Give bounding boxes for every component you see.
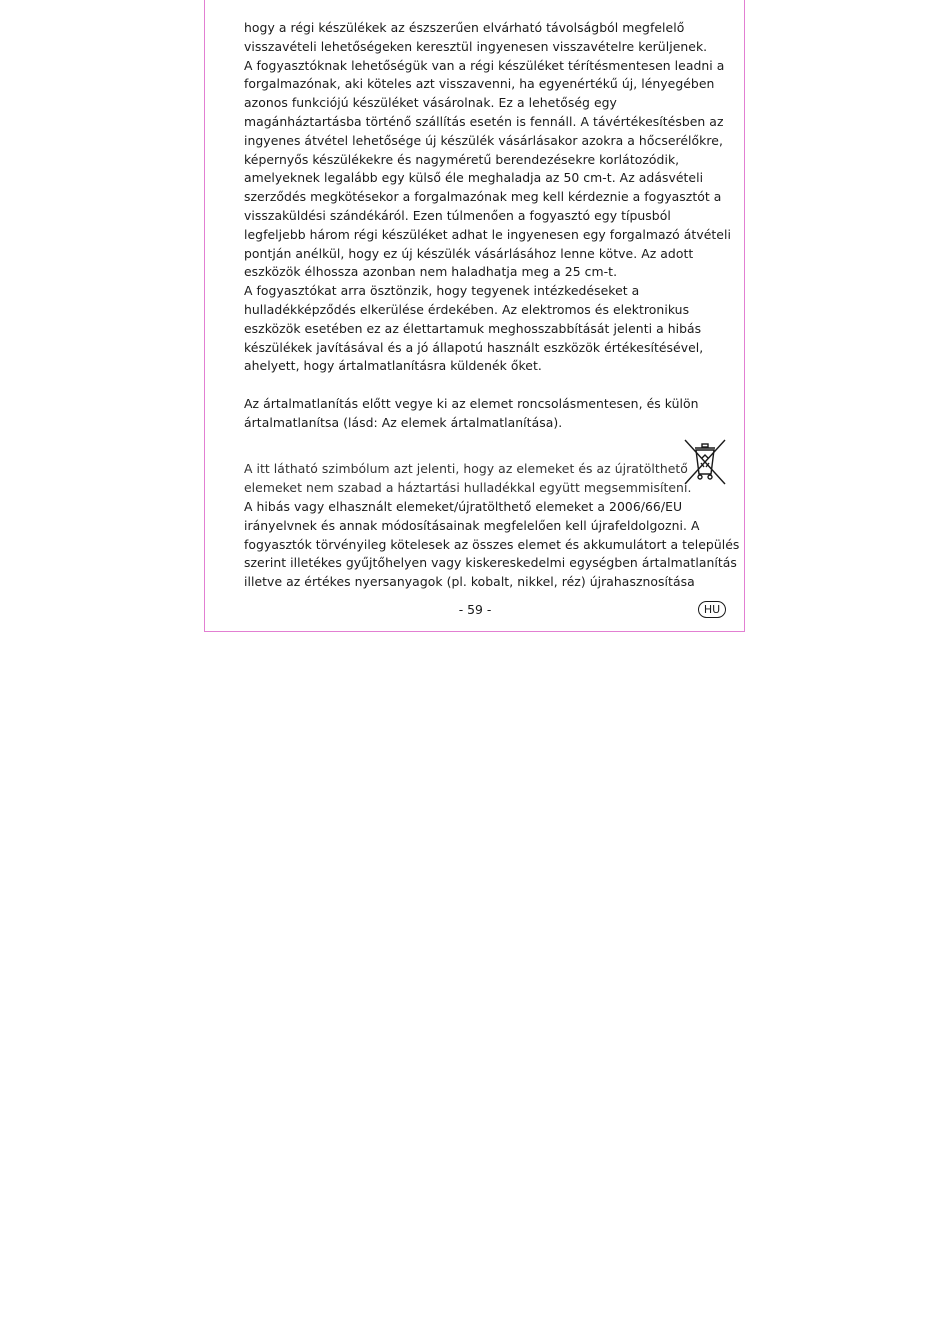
text-line: ahelyett, hogy ártalmatlanításra küldenék őket. <box>244 358 542 374</box>
paragraph-waste-prevention <box>244 282 728 376</box>
text-line: ártalmatlanítsa (lásd: Az elemek ártalmatlanítása). <box>244 414 563 430</box>
text-line: A itt látható szimbólum azt jelenti, hogy az elemeket és az újratölthető <box>244 461 688 477</box>
text-line: A hibás vagy elhasznált elemeket/újratölthető elemeket a 2006/66/EU <box>244 498 683 514</box>
text-line: magánháztartásba történő szállítás esetén is fennáll. A távértékesítésben az <box>244 113 724 129</box>
paragraph-consumer-rights <box>244 57 731 283</box>
page-number: - 59 - <box>458 602 492 617</box>
paragraph-take-back <box>244 19 728 57</box>
text-line: készülékek javításával és a jó állapotú használt eszközök értékesítésével, <box>244 339 704 355</box>
text-line: szerint illetékes gyűjtőhelyen vagy kiskereskedelmi egységben ártalmatlanítás <box>244 555 737 571</box>
text-line: forgalmazónak, aki köteles azt visszavenni, ha egyenértékű új, lényegében <box>244 76 715 92</box>
text-line: Az ártalmatlanítás előtt vegye ki az elemet roncsolásmentesen, és külön <box>244 395 699 411</box>
text-line: hogy a régi készülékek az észszerűen elvárható távolságból megfelelő <box>244 20 685 35</box>
paragraph-gap <box>244 451 728 460</box>
paragraph-gap <box>244 433 728 452</box>
text-line: visszaküldési szándékáról. Ezen túlmenően a fogyasztó egy típusból <box>244 207 671 223</box>
paragraph-symbol-meaning <box>244 460 728 498</box>
text-line: visszavételi lehetőségeken keresztül ingyenesen visszavételre kerüljenek. <box>244 38 708 54</box>
text-line: amelyeknek legalább egy külső éle meghaladja az 50 cm-t. Az adásvételi <box>244 170 704 186</box>
text-line: szerződés megkötésekor a forgalmazónak meg kell kérdeznie a fogyasztót a <box>244 189 722 205</box>
language-badge: HU <box>698 601 726 618</box>
text-line: azonos funkciójú készüléket vásárolnak. Ez a lehetőség egy <box>244 95 617 111</box>
text-line: ingyenes átvétel lehetősége új készülék vásárlásakor azokra a hőcserélőkre, <box>244 132 723 148</box>
paragraph-battery-recycling <box>244 498 740 592</box>
crossed-out-wheelie-bin-icon <box>683 438 727 486</box>
text-line: A fogyasztókat arra ösztönzik, hogy tegyenek intézkedéseket a <box>244 283 640 299</box>
text-line: irányelvnek és annak módosításainak megfelelően kell újrafeldolgozni. A <box>244 517 700 533</box>
text-line: elemeket nem szabad a háztartási hulladékkal együtt megsemmisíteni. <box>244 480 692 496</box>
text-line: eszközök élhossza azonban nem haladhatja meg a 25 cm-t. <box>244 264 618 280</box>
text-line: A fogyasztóknak lehetőségük van a régi készüléket térítésmentesen leadni a <box>244 57 725 73</box>
text-line: eszközök esetében ez az élettartamuk meghosszabbítását jelenti a hibás <box>244 320 702 336</box>
text-line: képernyős készülékekre és nagyméretű berendezésekre korlátozódik, <box>244 151 680 167</box>
text-line: legfeljebb három régi készüléket adhat le ingyenesen egy forgalmazó átvételi <box>244 226 731 242</box>
paragraph-battery-removal <box>244 395 728 433</box>
document-body <box>244 19 740 592</box>
text-line: pontján anélkül, hogy ez új készülék vásárlásához lenne kötve. Az adott <box>244 245 694 261</box>
paragraph-gap <box>244 376 728 395</box>
text-line: hulladékképződés elkerülése érdekében. Az elektromos és elektronikus <box>244 301 690 317</box>
text-line: fogyasztók törvényileg kötelesek az összes elemet és akkumulátort a település <box>244 536 740 552</box>
text-line: illetve az értékes nyersanyagok (pl. kobalt, nikkel, réz) újrahasznosítása <box>244 574 695 590</box>
